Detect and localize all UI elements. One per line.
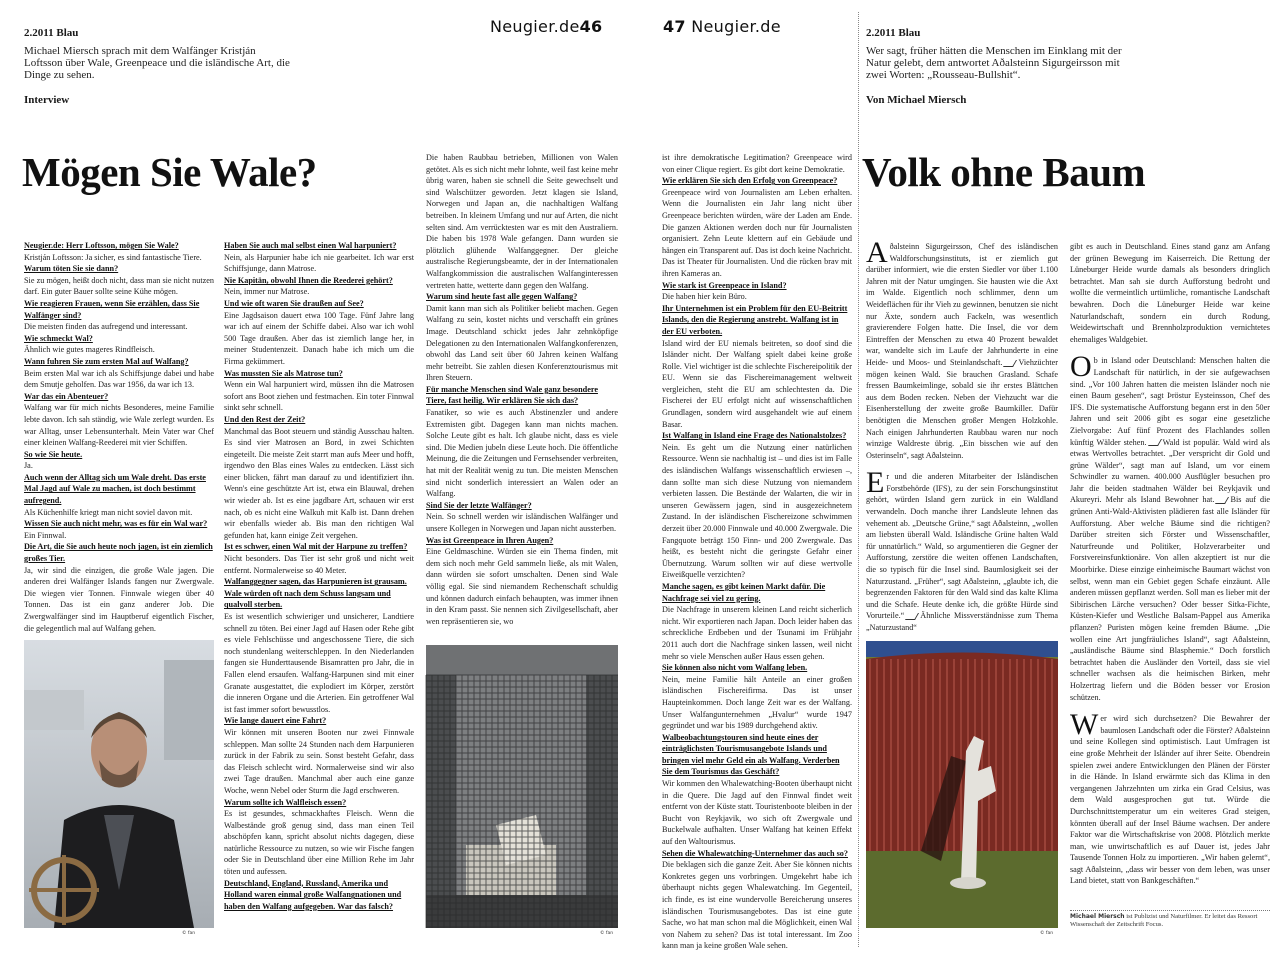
interview-question: Warum sind heute fast alle gegen Walfang? (426, 292, 578, 302)
interview-question: Sehen die Whalewatching-Unternehmer das auch so? (662, 848, 848, 858)
interview-question: Sind Sie der letzte Walfänger? (426, 500, 532, 510)
portrait-photo (24, 640, 214, 928)
interview-column-4 (662, 152, 852, 951)
section-mark-icon (1215, 497, 1229, 504)
interview-answer: Sie zu mögen, heißt doch nicht, dass man sie nicht nutzen darf. Ein guter Bauer sollte seine Kühe mögen. (24, 275, 214, 297)
interview-question: Wie reagieren Frauen, wenn Sie erzählen, dass Sie Walfänger sind? (24, 298, 200, 320)
interview-answer: Die meisten finden das aufregend und interessant. (24, 322, 188, 332)
interview-answer: Die beklagen sich die ganze Zeit. Aber Sie können nichts Konkretes gegen uns vorbringen. Umgekehrt habe ich überhaupt nichts gegen Whalewatching. Im Gegenteil, ich finde, es ist eine wundervolle Bereicherung unseres isländischen Tourismusangebotes. Das ist eine gute Sache, wo hat man schon mal die Möglichkeit, einen Wal von Nahem zu sehen? Das ist total interessant. Im Zoo kann man ja keine großen Wale sehen. (662, 860, 852, 951)
interview-question: So wie Sie heute. (24, 449, 83, 459)
drop-cap: W (1070, 708, 1099, 742)
interview-answer: Nein. So schnell werden wir isländischen Walfänger und unsere Kollegen in Norwegen und Japan nicht aussterben. (426, 512, 618, 533)
issue-label-left: 2.2011 Blau (24, 27, 79, 39)
interview-answer: Eine Jagdsaison dauert etwa 100 Tage. Fünf Jahre lang war ich auf einem der Schiffe dabei. Also war ich wohl 500 Tage draußen. Aber das ist ziemlich lange her, in meiner Studentenzeit. Danach habe ich mich um die Firma gekümmert. (224, 310, 414, 366)
article-column-2 (1070, 241, 1270, 906)
interview-column-2 (224, 240, 414, 912)
tree-sculpture-photo (866, 641, 1058, 928)
teaser-left: Michael Miersch sprach mit dem Walfänger Kristján Loftsson über Wale, Greenpeace und die isländische Art, die Dinge zu sehen. (24, 45, 290, 81)
interview-question: Ist Walfang in Island eine Frage des Nationalstolzes? (662, 431, 847, 441)
interview-question: Was mussten Sie als Matrose tun? (224, 368, 343, 378)
interview-question: Ist es schwer, einen Wal mit der Harpune zu treffen? (224, 542, 408, 552)
article-column-1 (866, 236, 1058, 639)
interview-question: Wie lange dauert eine Fahrt? (224, 716, 327, 726)
folio-right (663, 17, 781, 36)
tree-sculpture-illustration (866, 641, 1058, 928)
interview-question: Und wie oft waren Sie draußen auf See? (224, 298, 364, 308)
interview-answer: Damit kann man sich als Politiker beliebt machen. Gegen Walfang zu sein, kostet nichts und verschafft ein grünes Image. Deutschland schickt jedes Jahr zehnköpfige Delegationen zu den Internationalen Walfangkonferenzen, obwohl das Land seit über 60 Jahren keinen Walfang mehr betreibt. Sie zahlen diesen Konferenztourismus mit Ihren Steuern. (426, 303, 618, 383)
interview-answer: Greenpeace wird von Journalisten am Leben erhalten. Wenn die Journalisten ein Jahr lang nicht über Greenpeace berichten würden, wäre der Laden am Ende. Die ganzen Aktionen werden doch nur für Journalisten organisiert. Zehn Leute klettern auf ein Gebäude und hängen ein Transparent auf. Das ist doch keine Nachricht. Das ist Theater für Journalisten. Und die rücken brav mit ihren Kameras an. (662, 187, 852, 278)
drop-cap: E (866, 466, 885, 500)
interview-question: Sie können also nicht vom Walfang leben. (662, 663, 808, 673)
interview-question: Wann fuhren Sie zum ersten Mal auf Walfang? (24, 356, 189, 366)
interview-answer: Manchmal das Boot steuern und ständig Ausschau halten. Es sind vier Matrosen an Bord, in zwei Schichten eingeteilt. Die meiste Zeit starrt man aufs Meer und hofft, irgendwo den Blas eines Wales zu entdecken. Lässt sich einer blicken, fährt man darauf zu und identifiziert ihn. Wenn's eine geschützte Art ist, etwa ein Blauwal, drehen wir wieder ab. Ist es eine jagdbare Art, schauen wir erst nach, ob es nicht eine Walkuh mit Kalb ist. Dann drehen wir ebenfalls wieder ab. Bis man den richtigen Wal gefunden hat, kann einige Zeit vergehen. (224, 426, 414, 540)
interview-answer: Die haben hier kein Büro. (662, 292, 747, 302)
interview-question: Auch wenn der Alltag sich um Wale dreht. Das erste Mal Jagd auf Wale zu machen, ist doch bestimmt aufregend. (24, 472, 206, 506)
interview-answer: Kristján Loftsson: Ja sicher, es sind fantastische Tiere. (24, 252, 202, 262)
interview-column-1 (24, 240, 214, 640)
interview-answer: Nein, als Harpunier habe ich nie gearbeitet. Ich war erst Schiffsjunge, dann Matrose. (224, 252, 414, 274)
interview-question: Haben Sie auch mal selbst einen Wal harpuniert? (224, 241, 397, 250)
headline-right: Volk ohne Baum (862, 149, 1146, 195)
headline-left: Mögen Sie Wale? (22, 149, 317, 195)
interview-answer: Eine Geldmaschine. Würden sie ein Thema finden, mit dem sich noch mehr Geld sammeln ließe, als mit Walen, dann würden sie sofort umschalten. Denen sind Wale völlig egal. Sie sind niemandem Rechenschaft schuldig und können dadurch einfach behaupten, was immer ihnen in den Kram passt. Sie nennen sich Zivilgesellschaft, aber wen repräsentieren sie, wo (426, 547, 618, 626)
interview-question: Warum sollte ich Walfleisch essen? (224, 797, 347, 807)
interview-question: Deutschland, England, Russland, Amerika und Holland waren einmal große Walfangnationen und haben den Walfang aufgegeben. War das falsch? (224, 878, 402, 911)
author-bio-text: ist Publizist und Naturfilmer. Er leitet das Ressort Wissenschaft der Zeitschrift Focus. (1070, 913, 1258, 928)
cage-photo (426, 645, 618, 928)
drop-cap: A (866, 236, 888, 269)
interview-answer: Island wird der EU niemals beitreten, so doof sind die Isländer nicht. Der Walfang spielt dabei keine große Rolle. Viel wichtiger ist die schlechte Fischereipolitik der EU. Wenn sie das Fischereimanagement weltweit vergleichen, steht die EU am schlechtesten da. Die Fischerei der EU erfolgt nicht auf wissenschaftlichen Grundlagen, sondern wird ausgehandelt wie auf einem Basar. (662, 338, 852, 429)
author-bio (1070, 913, 1275, 929)
interview-answer: Die Nachfrage in unserem kleinen Land reicht sicherlich nicht. Wir exportieren nach Japan. Doch leider haben das schreckliche Erdbeben und der Tsunami im Frühjahr 2011 auch dort die Nachfrage sinken lassen, weil nicht mehr so viele Menschen außer Haus essen gehen. (662, 605, 852, 661)
interview-answer: Nein, immer nur Matrose. (224, 287, 310, 297)
paragraph: Wer wird sich durchsetzen? Die Bewahrer der baumlosen Landschaft oder die Förster? Aðalsteinn und seine Kollegen sind optimistisch. Laut Umfragen ist eine große Mehrheit der Isländer auf ihrer Seite. Obendrein spielen zwei andere Entwicklungen den Plänen der Förster in die Hände. In Island erwärmte sich das Klima in den vergangenen Jahrzehnten um zirka ein Grad Celsius, was dem Wald ausgesprochen gut tut. Würde die Durchschnittstemperatur um ein weiteres Grad steigen, könnten überall auf der Insel Bäume wachsen. Der andere Faktor war die Wirtschaftskrise von 2008. Plötzlich merkte man, wie unwirtschaftlich es auf Dauer ist, jedes Jahr Tausende Tonnen Holz zu importieren. „Wir haben gelernt“, sagt Aðalsteinn, „dass wir besser von dem leben, was unser Land bietet, statt von Bankgeschäften.“ (1070, 708, 1270, 886)
interview-answer: Es ist gesundes, schmackhaftes Fleisch. Wenn die Walbestände groß genug sind, dass man einen Teil abschöpfen kann, spricht absolut nichts dagegen, diese natürliche Ressource zu nutzen, so wie wir Fische fangen oder Sie in Deutschland über eine Million Rehe im Jahr töten und aufessen. (224, 809, 414, 877)
interview-question: Nie Kapitän, obwohl Ihnen die Reederei gehört? (224, 275, 393, 285)
interview-question: Wie stark ist Greenpeace in Island? (662, 280, 787, 290)
interview-question: Manche sagen, es gibt keinen Markt dafür. Die Nachfrage sei viel zu gering. (662, 581, 826, 603)
paragraph: Ob in Island oder Deutschland: Menschen halten die Landschaft für natürlich, in der sie aufgewachsen sind. „Vor 100 Jahren hatten die meisten Isländer noch nie einen Baum gesehen“, sagt Þröstur Eysteinsson, Chef des IFS. Die systematische Aufforstung begann erst in den 50er Jahren und seit 2006 gibt es sogar eine gesetzliche Zielvorgabe: Auf fünf Prozent des Flachlandes sollen künftig Wälder stehen. Wald ist populär. Wald wird als etwas Wertvolles betrachtet. „Der verspricht dir Gold und grüne Wälder“, sagt man auf Island, um vor einem Schwindler zu warnen. 400.000 Ausflügler besuchen pro Jahr die beiden stadtnahen Wälder bei Reykjavik und Akureyri. Mehr als Island Bewohner hat. Bis auf die grünen Anti-Wald-Aktivisten plädieren fast alle Isländer für Aufforstung. Aber welche Bäume sind die richtigen? Darüber streiten sich Förster und Wissenschaftler, Naturfreunde und Politiker, Holzverarbeiter und Forstvereinsfunktionäre. Von allen akzeptiert ist nur die Moorbirke. Diese einzige einheimische Baumart wächst von selbst, wenn man ein Gebiet gegen Schafe einzäunt. Alle anderen müssen gepflanzt werden. Soll man es lieber mit der Sibirischen Lärche versuchen? Oder besser Sitka-Fichte, Küsten-Kiefer und Westliche Balsam-Pappel aus Amerika pflanzen? Puristen mögen keine fremden Bäume. „Die wollen eine Art jungfräuliches Island“, sagt Aðalsteinn, „ausländische Bäume sind Blasphemie.“ Doch forstlich betrachtet haben die Ausländer den Vorteil, dass sie viel schneller wachsen als die heimischen Birken, mehr Holzertrag liefern und die Böden besser vor Erosion schützen. (1070, 350, 1270, 702)
interview-answer: Ein Finnwal. (24, 530, 67, 540)
photo-credit-2: © fan (600, 931, 614, 936)
interview-answer: Beim ersten Mal war ich als Schiffsjunge dabei und habe dem Smutje geholfen. Das war 1956, da war ich 13. (24, 368, 214, 390)
interview-question: War das ein Abenteuer? (24, 391, 109, 401)
interview-column-3 (426, 152, 618, 642)
interview-question: Und den Rest der Zeit? (224, 414, 306, 424)
interview-question: Für manche Menschen sind Wale ganz besondere Tiere, fast heilig. Wir erklären Sie sich das? (426, 384, 598, 406)
interview-question: Wie schmeckt Wal? (24, 333, 93, 343)
kicker-interview: Interview (24, 94, 70, 106)
interview-question: Walfanggegner sagen, das Harpunieren ist grausam. Wale würden oft nach dem Schuss langsam und qualvoll sterben. (224, 577, 407, 610)
interview-answer: Ja, wir sind die einzigen, die große Wale jagen. Die anderen drei Walfänger Islands fangen nur Zwergwale. Die wiegen vier Tonnen. Finnwale wiegen über 40 Tonnen. Das ist ein ganz anderer Job. Die Zwergwalfänger sind im Hauptberuf eigentlich Fischer, die gelegentlich mal auf Walfang gehen. (24, 565, 214, 633)
interview-question: Wie erklären Sie sich den Erfolg von Greenpeace? (662, 176, 838, 186)
interview-answer: Nein. Es geht um die Nutzung einer natürlichen Ressource. Wenn sie nachhaltig ist – und dies ist im Falle des isländischen Walfangs wissenschaftlich erwiesen –, dann sollte man sich diese Nutzung von niemandem verbieten lassen. Die Bestände der Walarten, die wir in unseren Gewässern jagen, sind in ausgezeichnetem Zustand. In der isländischen Fischereizone schwimmen derzeit über 20.000 Finnwale und 40.000 Zwergwale. Die Fangquote beträgt 150 Finn- und 200 Zwergwale. Das heißt, es besteht nicht die geringste Gefahr einer Übernutzung. Warum sollten wir auf diese wertvolle Eiweißquelle verzichten? (662, 442, 852, 580)
photo-credit: © fan (182, 931, 196, 936)
interview-answer: ist ihre demokratische Legitimation? Greenpeace wird von einer Clique regiert. Es gibt dort keine Demokratie. (662, 153, 852, 174)
folio-left (490, 17, 602, 36)
folio-brand: Neugier.de (490, 17, 580, 36)
page-number: 46 (579, 17, 603, 36)
teaser-right: Wer sagt, früher hätten die Menschen im Einklang mit der Natur gelebt, dem antwortet Aðalsteinn Sigurgeirsson mit zwei Worten: „Rousseau-Bullshit“. (866, 45, 1122, 81)
author-name: Michael Miersch (1070, 913, 1125, 920)
section-mark-icon (905, 613, 919, 620)
interview-question: Die Art, die Sie auch heute noch jagen, ist ein ziemlich großes Tier. (24, 542, 213, 564)
issue-label-right: 2.2011 Blau (866, 27, 921, 39)
interview-answer: Als Küchenhilfe kriegt man nicht soviel davon mit. (24, 507, 193, 517)
photo-credit-3: © fan (1040, 931, 1054, 936)
byline: Von Michael Miersch (866, 94, 967, 106)
section-mark-icon (1003, 360, 1017, 367)
interview-answer: Wir können mit unseren Booten nur zwei Finnwale schleppen. Man sollte 24 Stunden nach dem Harpunieren zurück in der Fabrik zu sein. Sonst besteht Gefahr, dass das Fleisch schlecht wird. Normalerweise sind wir also zwei Tage draußen. Manchmal aber auch eine ganze Woche, wenn Nebel oder Sturm die Jagd erschweren. (224, 727, 414, 795)
interview-answer: Es ist wesentlich schwieriger und unsicherer, Landtiere schnell zu töten. Bei einer Jagd auf Hasen oder Rehe gibt es viele Fehlschüsse und angeschossene Tiere, die sich noch stundenlang weiterschleppen. In den Niederlanden fangen sie Hunderttausende Bisamratten pro Jahr, die in Fallen elend ersaufen. Walfang-Harpunen sind mit einer Granate ausgestattet, die explodiert im Körper, zerstört die inneren Organe und die Arterien. Ein getroffener Wal ist fast immer sofort bewusstlos. (224, 612, 414, 714)
interview-answer: Nein, meine Familie hält Anteile an einer großen isländischen Fischereifirma. Das ist unser Haupteinkommen. Doch lange Zeit war es der Walfang. Unser Walfangunternehmen „Hvalur“ wurde 1947 gegründet und war bis 1989 durchgehend aktiv. (662, 674, 852, 731)
interview-answer: Walfang war für mich nichts Besonderes, meine Familie lebte davon. Ich sah ständig, wie Wale zerlegt wurden. Es war Alltag, unser Lebensunterhalt. Mein Vater war Chef einer kleinen Walfang-Reederei mit vier Schiffen. (24, 403, 214, 448)
folio-brand: Neugier.de (691, 17, 781, 36)
paragraph: Aðalsteinn Sigurgeirsson, Chef des isländischen Waldforschungsinstituts, ist er ziemlich gut darüber informiert, wie die ersten Siedler vor über 1.100 Jahren mit der Natur umgingen. Sie hausten wie die Axt im Walde. Eigentlich noch schlimmer, denn um Weideflächen für ihr Vieh zu gewinnen, benutzen sie nicht nur Äxte, sondern auch Fackeln, was wesentlich gravierendere Folgen hatte. Die Insel, die vor dem Eintreffen der Menschen zu etwa 40 Prozent bewaldet war, wandelte sich im Laufe der Jahrhunderte in eine Heide- und Moos- und Steinlandschaft. Viehzüchter mögen keinen Wald. Sie brauchen Grasland. Schafe fressen Baumkeimlinge, sobald sie ihr erstes Blättchen aus dem Boden recken. Neben der Viehzucht war die Eisenherstellung der zweite große Baumkiller. Dafür benötigten die Menschen großer Mengen Holzkohle. Nach einigen Jahrhunderten Raubbau waren nur noch winzige Waldreste übrig. „Ein bisschen wie auf den Osterinseln“, sagt Aðalsteinn. (866, 236, 1058, 460)
interview-answer: Ähnlich wie gutes mageres Rindfleisch. (24, 345, 155, 355)
bio-divider (1070, 910, 1270, 911)
cage-illustration (426, 645, 618, 928)
paragraph: Er und die anderen Mitarbeiter der Isländischen Forstbehörde (IFS), zu der sein Forschungsinstitut gehört, würden Island gern zurück in ein Waldland verwandeln. Doch manche ihrer Landsleute lehnen das vehement ab. „Deutsche Grüne,“ sagt Aðalsteinn, „wollen am liebsten überall Wald. Isländische Grüne halten Wald für unnatürlich.“ Wald, so argumentieren die Gegner der Aufforstung, zerstöre die weiten offenen Landschaften, die so typisch für die Insel sind. Baumlosigkeit sei der Naturzustand. „Früher“, sagt Aðalsteinn, „glaubte ich, die begrenzenden Faktoren für den Wald sind das kalte Klima und die Schafe. Heute denke ich, die größte Hürde sind Vorurteile.“ Ähnliche Missverständnisse zum Thema „Naturzustand“ (866, 466, 1058, 632)
interview-question: Was ist Greenpeace in Ihren Augen? (426, 535, 554, 545)
portrait-illustration (24, 640, 214, 928)
interview-question: Ihr Unternehmen ist ein Problem für den EU-Beitritt Islands, den die Regierung anstrebt. Walfang ist in der EU verboten. (662, 303, 848, 336)
interview-answer: Wir kommen den Whalewatching-Booten überhaupt nicht in die Quere. Die Jagd auf den Finnwal findet weit entfernt von der Küste statt. Touristenboote bleiben in der Bucht von Reykjavik, wo sich oft Zwergwale und Buckelwale aufhalten. Unser Walfang hat keinen Effekt auf den Waltourismus. (662, 779, 852, 847)
interview-answer: Wenn ein Wal harpuniert wird, müssen ihn die Matrosen sofort ans Boot ziehen und festmachen. Ein toter Finnwal sinkt sehr schnell. (224, 380, 414, 413)
paragraph: gibt es auch in Deutschland. Eines stand ganz am Anfang der grünen Bewegung im Kaiserreich. Die Rettung der Lüneburger Heide wurde damals als besonders dringlich betrachtet. Man sah sie durch Aufforstung bedroht und wollte die vermeintlich urtümliche, romantische Landschaft bewahren. Doch die Lüneburger Heide war keine Naturlandschaft, sondern ein durch Rodung, Weidewirtschaft und Brennholzproduktion vernichtetes ehemaliges Waldgebiet. (1070, 242, 1270, 344)
section-mark-icon (1148, 439, 1162, 446)
interview-answer: Ja. (24, 461, 33, 471)
page-divider (858, 12, 859, 947)
interview-answer: Die haben Raubbau betrieben, Millionen von Walen getötet. Als es sich nicht mehr lohnte, weil fast keine mehr übrig waren, haben sie schnell die Seite gewechselt und sind Walschützer geworden. Jetzt klagen sie Island, Norwegen und Japan an, die nachhaltigen Walfang betreiben. In kleinem Umfang und nur auf Arten, die nicht selten sind. Am verrücktesten war es mit den Australiern. Die haben bis 1978 Wale gefangen. Dann wurden sie plötzlich glühende Walfanggegner. Der gleiche australische Regierungsbeamte, der in der Internationalen Walfangkommission die australischen Walfanginteressen vertreten hatte, wetterte dann gegen den Walfang. (426, 153, 618, 290)
drop-cap: O (1070, 350, 1092, 384)
interview-question: Wissen Sie auch nicht mehr, was es für ein Wal war? (24, 519, 208, 529)
page-number: 47 (663, 17, 686, 36)
interview-question: Neugier.de: Herr Loftsson, mögen Sie Wale? (24, 241, 179, 250)
interview-question: Walbeobachtungstouren sind heute eines der einträglichsten Tourismusangebote Islands und bringen viel mehr Geld ein als Walfang. Verderben Sie dem Tourismus das Geschäft? (662, 732, 840, 777)
interview-question: Warum töten Sie sie dann? (24, 264, 119, 274)
interview-answer: Fanatiker, so wie es auch Abstinenzler und andere Extremisten gibt. Dagegen kann man nichts machen. Solche Leute gibt es halt. Ich glaube nicht, dass es viele sind. Die Medien jubeln diese Leute hoch. Die öffentliche Meinung, die die Zeitungen und Fernsehsender verbreiten, hat mit der Realität wenig zu tun. Die meisten Menschen sind nicht sonderlich interessiert an Walen oder an Walfang. (426, 408, 618, 499)
interview-answer: Nicht besonders. Das Tier ist sehr groß und nicht weit entfernt. Normalerweise so 40 Meter. (224, 554, 414, 575)
